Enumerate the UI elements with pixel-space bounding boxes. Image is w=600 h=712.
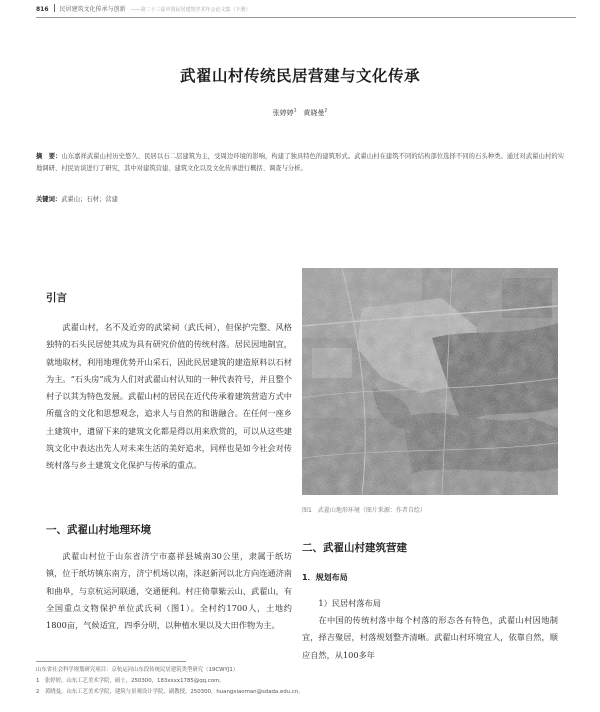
footnote-author-2: 2 黄晓曼，山东工艺美术学院，建筑与景观设计学院，副教授，250300，huangxiaoman@sdada.edu.cn。 [36,689,304,695]
page-number: 816 [36,6,49,13]
footnote-author-1: 1 张婷婷，山东工艺美术学院，硕士，250300，183xxxx1785@qq.com。 [36,678,225,684]
author-line [0,108,600,118]
footnotes [36,665,576,698]
article-title: 武翟山村传统民居营建与文化传承 [179,67,420,85]
keywords-label: 关键词： [36,196,62,203]
footnote-funding: 山东省社会科学规划研究项目：京杭运河山东段传统民居建筑类型研究（19CWYJ1） [36,667,239,673]
journal-subtitle: ——第二十三届中国民居建筑学术年会论文集（下册） [130,7,251,13]
figure-caption: 图1 武翟山地形环境（图片来源：作者自绘） [302,507,426,514]
subsection-heading: 1．规划布局 [302,573,348,582]
section1-paragraph: 武翟山村位于山东省济宁市嘉祥县城南30公里，隶属于纸坊镇，位于纸坊镇东南方，济宁机场以南，洙赵新河以北方向连通济南和曲阜，与京杭运河联通，交通便利。村庄倚靠紫云山、武翟山，有全国重点文物保护单位武氏祠（图1）。全村约1700人，土地约1800亩，气候适宜，四季分明，以种植水果以及大田作物为主。 [46,551,292,631]
header-divider [54,4,55,12]
subsubsection-heading: 1）民居村落布局 [318,598,381,608]
section2-heading: 二、武翟山村建筑营建 [302,542,407,554]
keywords-text: 武翟山；石材；营建 [61,196,118,203]
abstract-text: 山东嘉祥武翟山村历史悠久、民居以石二层建筑为主，受周边环境的影响，构建了独具特色的建筑形式。武翟山村在建筑不同的结构部位选择不同的石头种类。通过对武翟山村的实地调研、村民访谈进行了研究，其中对建筑营建、建筑文化以及文化传承进行概括、调查与分析。 [36,153,565,173]
abstract [36,151,564,175]
author-footnote-mark: 2 [324,108,328,114]
aerial-terrain-photo [302,268,558,495]
author-name: 张婷婷 [272,109,294,117]
author-footnote-mark: 1 [293,108,297,114]
abstract-label: 摘 要： [36,153,62,160]
author-name: 黄晓曼 [303,109,325,117]
keywords [36,194,564,203]
running-header [36,4,576,18]
intro-heading: 引言 [46,292,67,304]
footnote-rule [36,661,186,662]
section1-heading: 一、武翟山村地理环境 [46,524,151,536]
header-rule [36,17,576,18]
intro-paragraph: 武翟山村，名不及近旁的武梁祠（武氏祠），但保护完整、风格独特的石头民居使其成为具有研究价值的传统村落。居民因地制宜，就地取材，利用地理优势开山采石，因此民居建筑的建造原料以石材为主。“石头房”成为人们对武翟山村认知的一种代表符号，并且整个村子以其为特色发展。武翟山村的居民在近代传承着建筑营造方式中所蕴含的文化和思想观念，追求人与自然的和谐融合。在任何一座乡土建筑中，遗留下来的建筑文化都是得以用来欣赏的，可以从这些建筑文化中表达出先人对未来生活的美好追求，同样也是如今社会对传统村落与乡土建筑文化保护与传承的重点。 [46,322,292,471]
section2-paragraph: 在中国的传统村落中每个村落的形态各有特色，武翟山村因地制宜，择吉聚居，村落规划整齐清晰。武翟山村环境宜人，依靠自然，顺应自然，从100多年 [302,615,558,660]
journal-name: 民居建筑文化传承与创新 [59,6,126,13]
